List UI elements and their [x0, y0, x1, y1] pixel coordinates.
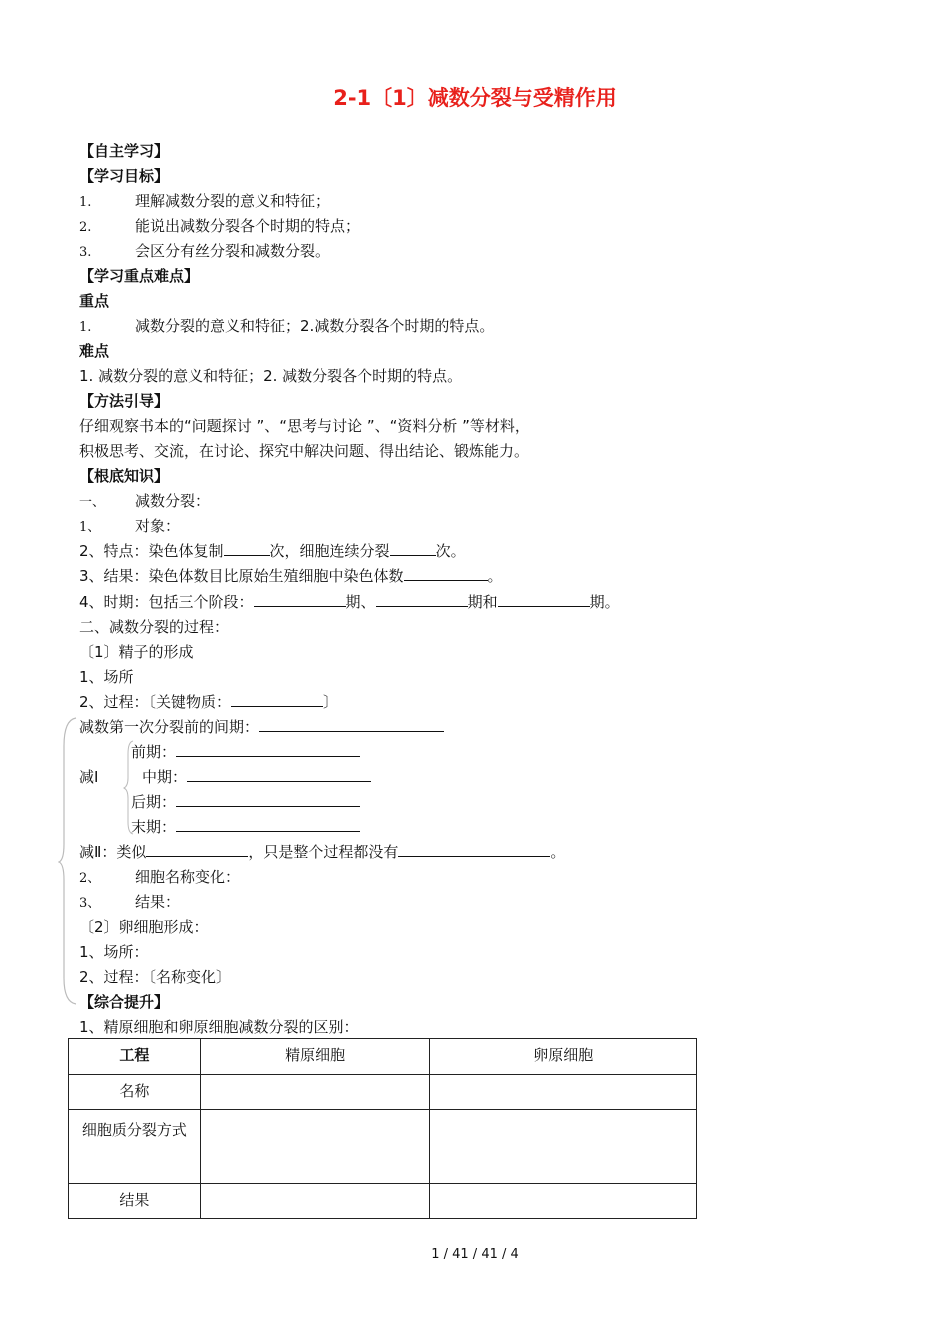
row-label-cytoplasm: 细胞质分裂方式 — [69, 1110, 201, 1184]
trait-text-b: 次，细胞连续分裂 — [269, 542, 390, 560]
table-cell-egg-cytoplasm[interactable] — [430, 1110, 697, 1184]
blank-replication-count[interactable] — [224, 541, 270, 556]
name-change-line — [79, 867, 240, 889]
table-header-cell: 卵原细胞 — [430, 1039, 697, 1075]
trait-text-a: 2、特点：染色体复制 — [79, 542, 224, 560]
egg-formation-heading: 〔2〕卵细胞形成： — [79, 918, 209, 936]
blank-stage-3[interactable] — [498, 592, 590, 607]
prophase-text: 前期： — [131, 743, 177, 761]
difference-question: 1、精原细胞和卵原细胞减数分裂的区别： — [79, 1018, 359, 1036]
blank-telophase[interactable] — [176, 817, 360, 832]
table-cell-egg-result[interactable] — [430, 1184, 697, 1219]
result-two-number: 3、 — [79, 896, 101, 911]
difficult-label: 难点 — [79, 342, 110, 360]
blank-prophase[interactable] — [176, 742, 360, 757]
goal-text: 会区分有丝分裂和减数分裂。 — [135, 242, 331, 260]
goal-number: 1. — [79, 195, 92, 210]
key-text: 减数分裂的意义和特征；2.减数分裂各个时期的特点。 — [135, 317, 495, 335]
meiosis-two-text-a: 减Ⅱ：类似 — [79, 843, 147, 861]
egg-place: 1、场所： — [79, 943, 149, 961]
object-line — [79, 516, 180, 538]
telophase-text: 末期： — [131, 818, 177, 836]
meiosis-one-label: 减Ⅰ — [79, 768, 99, 786]
blank-key-substance[interactable] — [231, 692, 323, 707]
row-label-name: 名称 — [69, 1075, 201, 1110]
period-text-a: 4、时期：包括三个阶段： — [79, 593, 254, 611]
metaphase-line — [142, 767, 371, 787]
part-one-number: 一、 — [79, 495, 106, 510]
table-row — [69, 1110, 697, 1184]
section-goals: 【学习目标】 — [79, 167, 170, 185]
goal-number: 2. — [79, 220, 92, 235]
blank-stage-2[interactable] — [376, 592, 468, 607]
table-header-row — [69, 1039, 697, 1075]
method-line-1: 仔细观察书本的“问题探讨 ”、“思考与讨论 ”、“资料分析 ”等材料， — [79, 417, 530, 435]
interphase-line — [79, 717, 444, 737]
section-key-difficult: 【学习重点难点】 — [79, 267, 200, 285]
anaphase-line — [131, 792, 360, 812]
blank-division-count[interactable] — [390, 541, 436, 556]
blank-anaphase[interactable] — [176, 792, 360, 807]
section-improve: 【综合提升】 — [79, 993, 170, 1011]
table-cell-sperm-cytoplasm[interactable] — [200, 1110, 430, 1184]
table-cell-sperm-name[interactable] — [200, 1075, 430, 1110]
method-line-2: 积极思考、交流，在讨论、探究中解决问题、得出结论、锻炼能力。 — [79, 442, 530, 460]
trait-text-c: 次。 — [435, 542, 466, 560]
part-two-heading: 二、减数分裂的过程： — [79, 618, 230, 636]
sperm-process-text-a: 2、过程：〔关键物质： — [79, 693, 232, 711]
result-text-b: 。 — [487, 567, 503, 585]
goal-item — [79, 191, 330, 213]
blank-absent-process[interactable] — [398, 842, 550, 857]
name-change-text: 细胞名称变化： — [135, 868, 241, 886]
goal-item — [79, 241, 330, 263]
egg-process: 2、过程：〔名称变化〕 — [79, 968, 232, 986]
sperm-place: 1、场所 — [79, 668, 134, 686]
table-cell-sperm-result[interactable] — [200, 1184, 430, 1219]
table-header-cell: 工程 — [69, 1039, 201, 1075]
goal-text: 理解减数分裂的意义和特征； — [135, 192, 331, 210]
key-item — [79, 316, 494, 338]
telophase-line — [131, 817, 360, 837]
meiosis-two-line — [79, 842, 565, 862]
blank-metaphase[interactable] — [187, 767, 371, 782]
part-one-text: 减数分裂： — [135, 492, 211, 510]
blank-stage-1[interactable] — [254, 592, 346, 607]
row-label-result: 结果 — [69, 1184, 201, 1219]
blank-interphase[interactable] — [259, 717, 444, 732]
result-text-a: 3、结果：染色体数目比原始生殖细胞中染色体数 — [79, 567, 404, 585]
blank-chromosome-number[interactable] — [404, 566, 488, 581]
period-text-d: 期。 — [589, 593, 620, 611]
blank-similar-to[interactable] — [146, 842, 248, 857]
goal-number: 3. — [79, 245, 92, 260]
trait-line — [79, 541, 466, 561]
difficult-text: 1. 减数分裂的意义和特征；2. 减数分裂各个时期的特点。 — [79, 367, 463, 385]
meiosis-two-text-b: ，只是整个过程都没有 — [248, 843, 399, 861]
table-cell-egg-name[interactable] — [430, 1075, 697, 1110]
result-two-line — [79, 892, 180, 914]
sperm-formation-heading: 〔1〕精子的形成 — [79, 643, 194, 661]
object-text: 对象： — [135, 517, 181, 535]
anaphase-text: 后期： — [131, 793, 177, 811]
period-line — [79, 592, 620, 612]
result-line — [79, 566, 503, 586]
prophase-line — [131, 742, 360, 762]
object-number: 1、 — [79, 520, 101, 535]
period-text-c: 期和 — [467, 593, 498, 611]
goal-text: 能说出减数分裂各个时期的特点； — [135, 217, 361, 235]
metaphase-text: 中期： — [142, 768, 188, 786]
sperm-process-text-b: 〕 — [323, 693, 339, 711]
curly-brace-icon — [58, 716, 80, 1006]
key-label: 重点 — [79, 292, 110, 310]
comparison-table — [68, 1038, 697, 1219]
key-number: 1. — [79, 320, 92, 335]
name-change-number: 2、 — [79, 871, 101, 886]
page-title: 2-1〔1〕减数分裂与受精作用 — [333, 86, 617, 110]
table-row — [69, 1184, 697, 1219]
table-row — [69, 1075, 697, 1110]
meiosis-two-text-c: 。 — [550, 843, 566, 861]
section-method: 【方法引导】 — [79, 392, 170, 410]
section-basic: 【根底知识】 — [79, 467, 170, 485]
result-two-text: 结果： — [135, 893, 181, 911]
page-number: 1 / 41 / 41 / 4 — [431, 1247, 519, 1262]
goal-item — [79, 216, 360, 238]
period-text-b: 期、 — [345, 593, 376, 611]
sperm-process-line — [79, 692, 338, 712]
interphase-text: 减数第一次分裂前的间期： — [79, 718, 260, 736]
section-self-study: 【自主学习】 — [79, 142, 170, 160]
part-one-heading — [79, 491, 210, 513]
table-header-cell: 精原细胞 — [200, 1039, 430, 1075]
